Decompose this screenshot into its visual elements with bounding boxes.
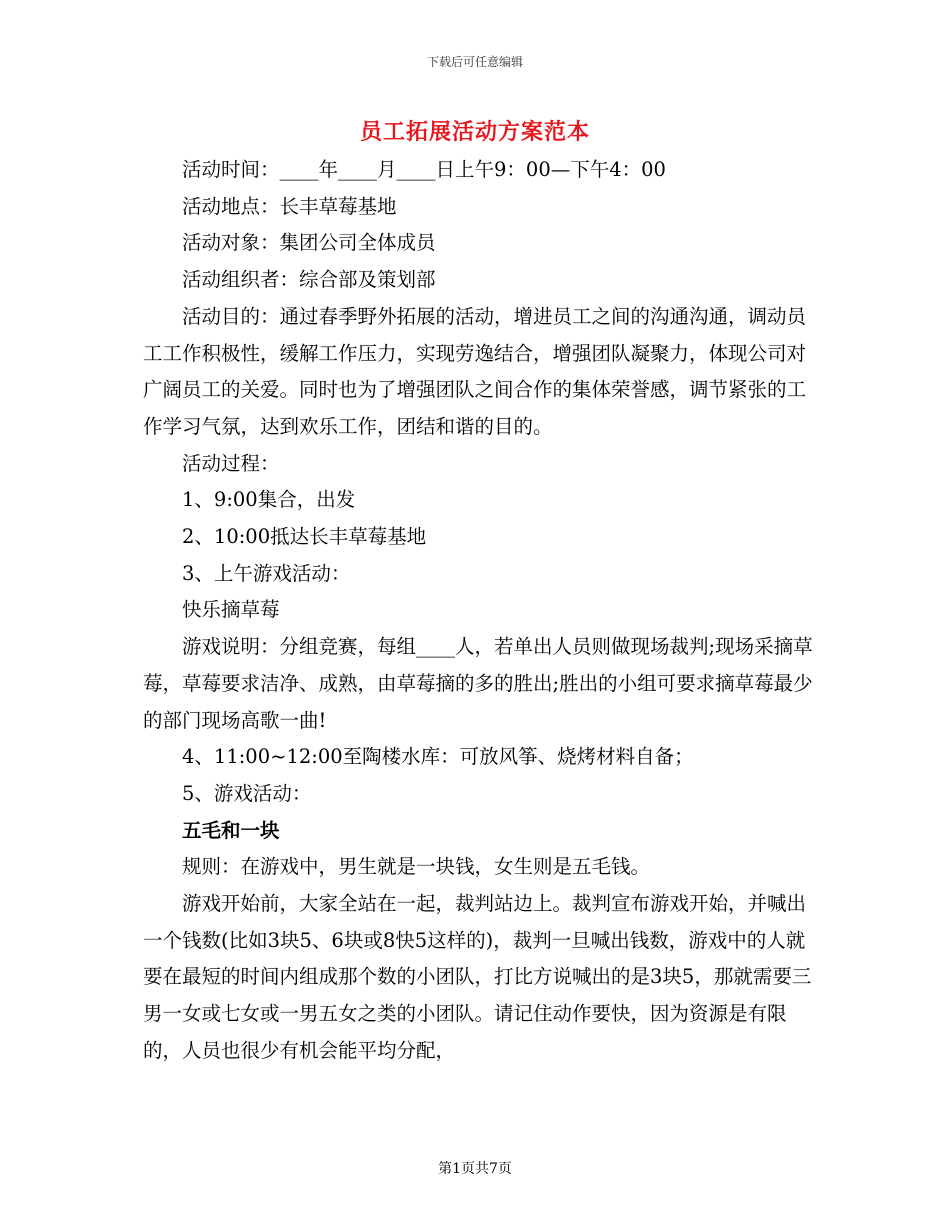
list-item-step-3: 3、上午游戏活动： xyxy=(182,561,351,585)
paragraph-activity-time: 活动时间：____年____月____日上午9：00—下午4：00 xyxy=(182,158,666,181)
list-item-step-5: 5、游戏活动： xyxy=(182,781,312,805)
paragraph-game-rules: 规则：在游戏中，男生就是一块钱，女生则是五毛钱。 xyxy=(182,855,651,879)
paragraph-activity-process: 活动过程： xyxy=(182,451,280,475)
page-number: 第1页共7页 xyxy=(438,1161,512,1177)
paragraph-activity-location: 活动地点：长丰草莓基地 xyxy=(182,194,397,218)
paragraph-game-procedure: 游戏开始前，大家全站在一起，裁判站边上。裁判宣布游戏开始，并喊出一个钱数(比如3块5、6块或8快5这样的)，裁判一旦喊出钱数，游戏中的人就要在最短的时间内组成那个数的小团队，打比方说喊出的是3块5，那就需要三男一女或七女或一男五女之类的小团队。请记住动作要快，因为资源是有限的，人员也很少有机会能平均分配， xyxy=(143,892,812,1062)
game-title-five-mao: 五毛和一块 xyxy=(182,818,280,842)
paragraph-activity-organizer: 活动组织者：综合部及策划部 xyxy=(182,268,436,292)
list-item-step-1: 1、9:00集合，出发 xyxy=(182,488,356,512)
paragraph-activity-target: 活动对象：集团公司全体成员 xyxy=(182,231,436,255)
game-title-strawberry: 快乐摘草莓 xyxy=(182,598,280,622)
list-item-step-4: 4、11:00~12:00至陶楼水库：可放风筝、烧烤材料自备； xyxy=(182,745,694,769)
document-title: 员工拓展活动方案范本 xyxy=(359,119,590,145)
paragraph-game-description: 游戏说明：分组竞赛，每组____人，若单出人员则做现场裁判;现场采摘草莓，草莓要求洁净、成熟，由草莓摘的多的胜出;胜出的小组可要求摘草莓最少的部门现场高歌一曲! xyxy=(143,635,813,732)
header-note: 下载后可任意编辑 xyxy=(426,55,523,69)
list-item-step-2: 2、10:00抵达长丰草莓基地 xyxy=(182,525,427,549)
paragraph-activity-purpose: 活动目的：通过春季野外拓展的活动，增进员工之间的沟通沟通，调动员工工作积极性，缓解工作压力，实现劳逸结合，增强团队凝聚力，体现公司对广阔员工的关爱。同时也为了增强团队之间合作的集体荣誉感，调节紧张的工作学习气氛，达到欢乐工作，团结和谐的目的。 xyxy=(143,304,807,438)
document-body xyxy=(143,152,813,1070)
